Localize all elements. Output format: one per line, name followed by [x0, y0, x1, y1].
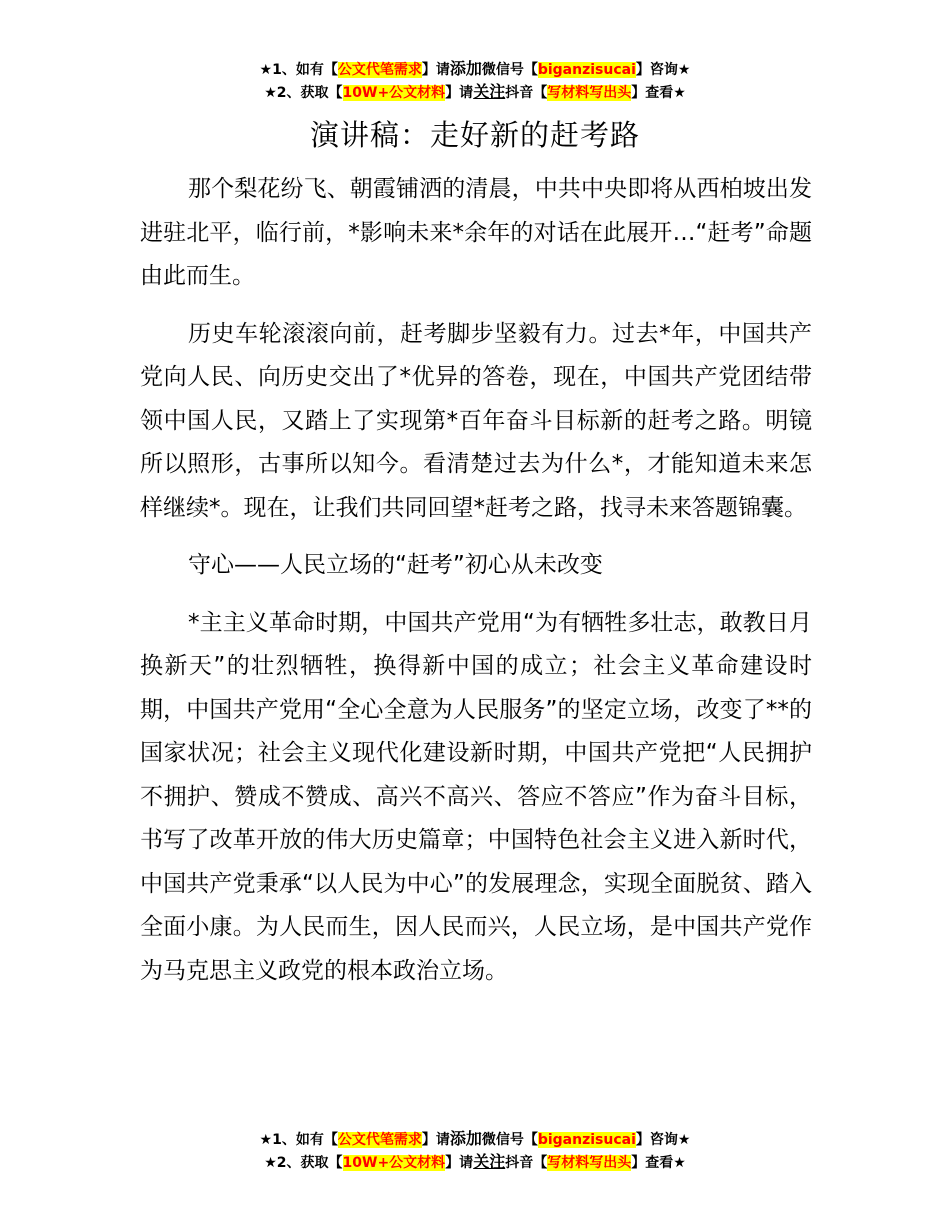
section-heading: 守心——人民立场的“赶考”初心从未改变 — [188, 552, 603, 578]
paragraph: 历史车轮滚滚向前，赶考脚步坚毅有力。过去*年，中国共产党向人民、向历史交出了*优异的答卷，现在，中国共产党团结带领中国人民，又踏上了实现第*百年奋斗目标新的赶考之路。明镜所以照形，古事所以知今。看清楚过去为什么*，才能知道未来怎样继续*。现在，让我们共同回望*赶考之路，找寻未来答题锦囊。 — [140, 320, 812, 521]
paragraph: 那个梨花纷飞、朝霞铺洒的清晨，中共中央即将从西柏坡出发进驻北平，临行前，*影响未来*余年的对话在此展开…“赶考”命题由此而生。 — [140, 176, 812, 289]
banner-highlight-service: 公文代笔需求 — [337, 1132, 422, 1148]
banner-highlight-service: 公文代笔需求 — [337, 62, 422, 78]
footer-banner — [0, 1128, 950, 1174]
banner-line-1: ★1、如有【公文代笔需求】请添加微信号【biganzisucai】咨询★ — [259, 1129, 691, 1148]
document-body — [140, 168, 812, 1007]
banner-highlight-wechat-id: biganzisucai — [537, 1132, 636, 1148]
banner-highlight-wechat-id: biganzisucai — [537, 62, 636, 78]
header-banner — [0, 58, 950, 104]
document-title: 演讲稿：走好新的赶考路 — [309, 118, 640, 152]
banner-highlight-materials: 10W+公文材料 — [342, 85, 446, 101]
banner-line-2: ★2、获取【10W+公文材料】请关注抖音【写材料写出头】查看★ — [264, 82, 686, 101]
banner-line-2: ★2、获取【10W+公文材料】请关注抖音【写材料写出头】查看★ — [264, 1152, 686, 1171]
paragraph: *主主义革命时期，中国共产党用“为有牺牲多壮志，敢教日月换新天”的壮烈牺牲，换得新中国的成立；社会主义革命建设时期，中国共产党用“全心全意为人民服务”的坚定立场，改变了**的国家状况；社会主义现代化建设新时期，中国共产党把“人民拥护不拥护、赞成不赞成、高兴不高兴、答应不答应”作为奋斗目标，书写了改革开放的伟大历史篇章；中国特色社会主义进入新时代，中国共产党秉承“以人民为中心”的发展理念，实现全面脱贫、踏入全面小康。为人民而生，因人民而兴，人民立场，是中国共产党作为马克思主义政党的根本政治立场。 — [140, 609, 812, 984]
banner-highlight-douyin: 写材料写出头 — [547, 85, 632, 101]
banner-line-1: ★1、如有【公文代笔需求】请添加微信号【biganzisucai】咨询★ — [259, 59, 691, 78]
banner-highlight-materials: 10W+公文材料 — [342, 1155, 446, 1171]
banner-highlight-douyin: 写材料写出头 — [547, 1155, 632, 1171]
